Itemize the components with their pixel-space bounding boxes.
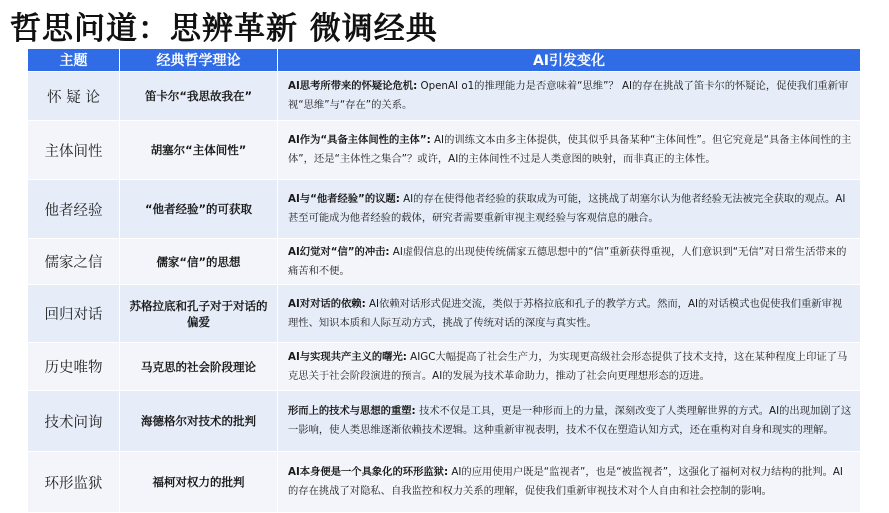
row-topic: 回归对话 bbox=[28, 285, 120, 343]
page-title: 哲思问道：思辨革新 微调经典 bbox=[10, 11, 438, 47]
change-lead: 形而上的技术与思想的重塑: bbox=[288, 405, 416, 417]
row-theory: “他者经验”的可获取 bbox=[120, 180, 278, 239]
change-lead: AI本身便是一个具象化的环形监狱: bbox=[288, 466, 449, 478]
row-topic: 技术问询 bbox=[28, 391, 120, 452]
philosophy-table bbox=[27, 48, 861, 513]
change-text: AI的应用使用户既是“监视者”，也是“被监视者”，这强化了福柯对权力结构的批判。AI的存在挑战了对隐私、自我监控和权力关系的理解，促使我们重新审视技术对个人自由和社会控制的影响。 bbox=[288, 466, 843, 497]
table-row bbox=[28, 121, 861, 180]
row-topic: 他者经验 bbox=[28, 180, 120, 239]
row-topic: 历史唯物 bbox=[28, 343, 120, 391]
table-row bbox=[28, 391, 861, 452]
row-theory: 福柯对权力的批判 bbox=[120, 452, 278, 513]
row-change bbox=[278, 452, 861, 513]
change-lead: AI与实现共产主义的曙光: bbox=[288, 350, 407, 363]
row-theory: 胡塞尔“主体间性” bbox=[120, 121, 278, 180]
row-change bbox=[278, 121, 861, 180]
change-text: AI依赖对话形式促进交流，类似于苏格拉底和孔子的教学方式。然而，AI的对话模式也促使我们重新审视理性、知识本质和人际互动方式，挑战了传统对话的深度与真实性。 bbox=[288, 297, 843, 329]
row-topic: 环形监狱 bbox=[28, 452, 120, 513]
change-lead: AI思考所带来的怀疑论危机: bbox=[288, 80, 418, 92]
row-theory: 苏格拉底和孔子对于对话的偏爱 bbox=[120, 285, 278, 343]
table-row bbox=[28, 285, 861, 343]
row-change bbox=[278, 72, 861, 121]
row-change bbox=[278, 285, 861, 343]
row-change bbox=[278, 180, 861, 239]
change-lead: AI作为“具备主体间性的主体”: bbox=[288, 134, 431, 146]
header-theory: 经典哲学理论 bbox=[120, 49, 278, 72]
change-text: AI的训练文本由多主体提供，使其似乎具备某种“主体间性”。但它究竟是“具备主体间性的主体”，还是“主体性之集合”？或许，AI的主体间性不过是人类意图的映射，而非真正的主体性。 bbox=[288, 134, 852, 165]
row-theory: 海德格尔对技术的批判 bbox=[120, 391, 278, 452]
row-theory: 笛卡尔“我思故我在” bbox=[120, 72, 278, 121]
change-lead: AI对对话的依赖: bbox=[288, 297, 366, 310]
change-text: AI的存在使得他者经验的获取成为可能，这挑战了胡塞尔认为他者经验无法被完全获取的观点。AI甚至可能成为他者经验的载体，研究者需要重新审视主观经验与客观信息的融合。 bbox=[288, 193, 846, 224]
change-lead: AI幻觉对“信”的冲击: bbox=[288, 245, 390, 258]
row-change bbox=[278, 343, 861, 391]
row-topic: 主体间性 bbox=[28, 121, 120, 180]
header-ai-change: AI引发变化 bbox=[278, 49, 861, 72]
table-header-row bbox=[28, 49, 861, 72]
table-row bbox=[28, 239, 861, 285]
row-theory: 儒家“信”的思想 bbox=[120, 239, 278, 285]
change-text: OpenAI o1的推理能力是否意味着“思维”？ AI的存在挑战了笛卡尔的怀疑论，促使我们重新审视“思维”与“存在”的关系。 bbox=[288, 80, 849, 111]
row-change bbox=[278, 239, 861, 285]
table-row bbox=[28, 72, 861, 121]
change-lead: AI与“他者经验”的议题: bbox=[288, 193, 400, 205]
table-row bbox=[28, 180, 861, 239]
row-theory: 马克思的社会阶段理论 bbox=[120, 343, 278, 391]
header-topic: 主题 bbox=[28, 49, 120, 72]
change-text: 技术不仅是工具，更是一种形而上的力量，深刻改变了人类理解世界的方式。AI的出现加剧了这一影响，使人类思维逐渐依赖技术逻辑。这种重新审视表明，技术不仅在塑造认知方式，还在重构对自身和现实的理解。 bbox=[288, 405, 852, 436]
row-topic: 怀 疑 论 bbox=[28, 72, 120, 121]
row-topic: 儒家之信 bbox=[28, 239, 120, 285]
table-row bbox=[28, 343, 861, 391]
change-text: AI虚假信息的出现使传统儒家五德思想中的“信”重新获得重视，人们意识到“无信”对日常生活带来的痛苦和不便。 bbox=[288, 245, 847, 277]
change-text: AIGC大幅提高了社会生产力，为实现更高级社会形态提供了技术支持，这在某种程度上印证了马克思关于社会阶段演进的预言。AI的发展为技术革命助力，推动了社会向更理想形态的迈进。 bbox=[288, 350, 848, 382]
row-change bbox=[278, 391, 861, 452]
table-row bbox=[28, 452, 861, 513]
